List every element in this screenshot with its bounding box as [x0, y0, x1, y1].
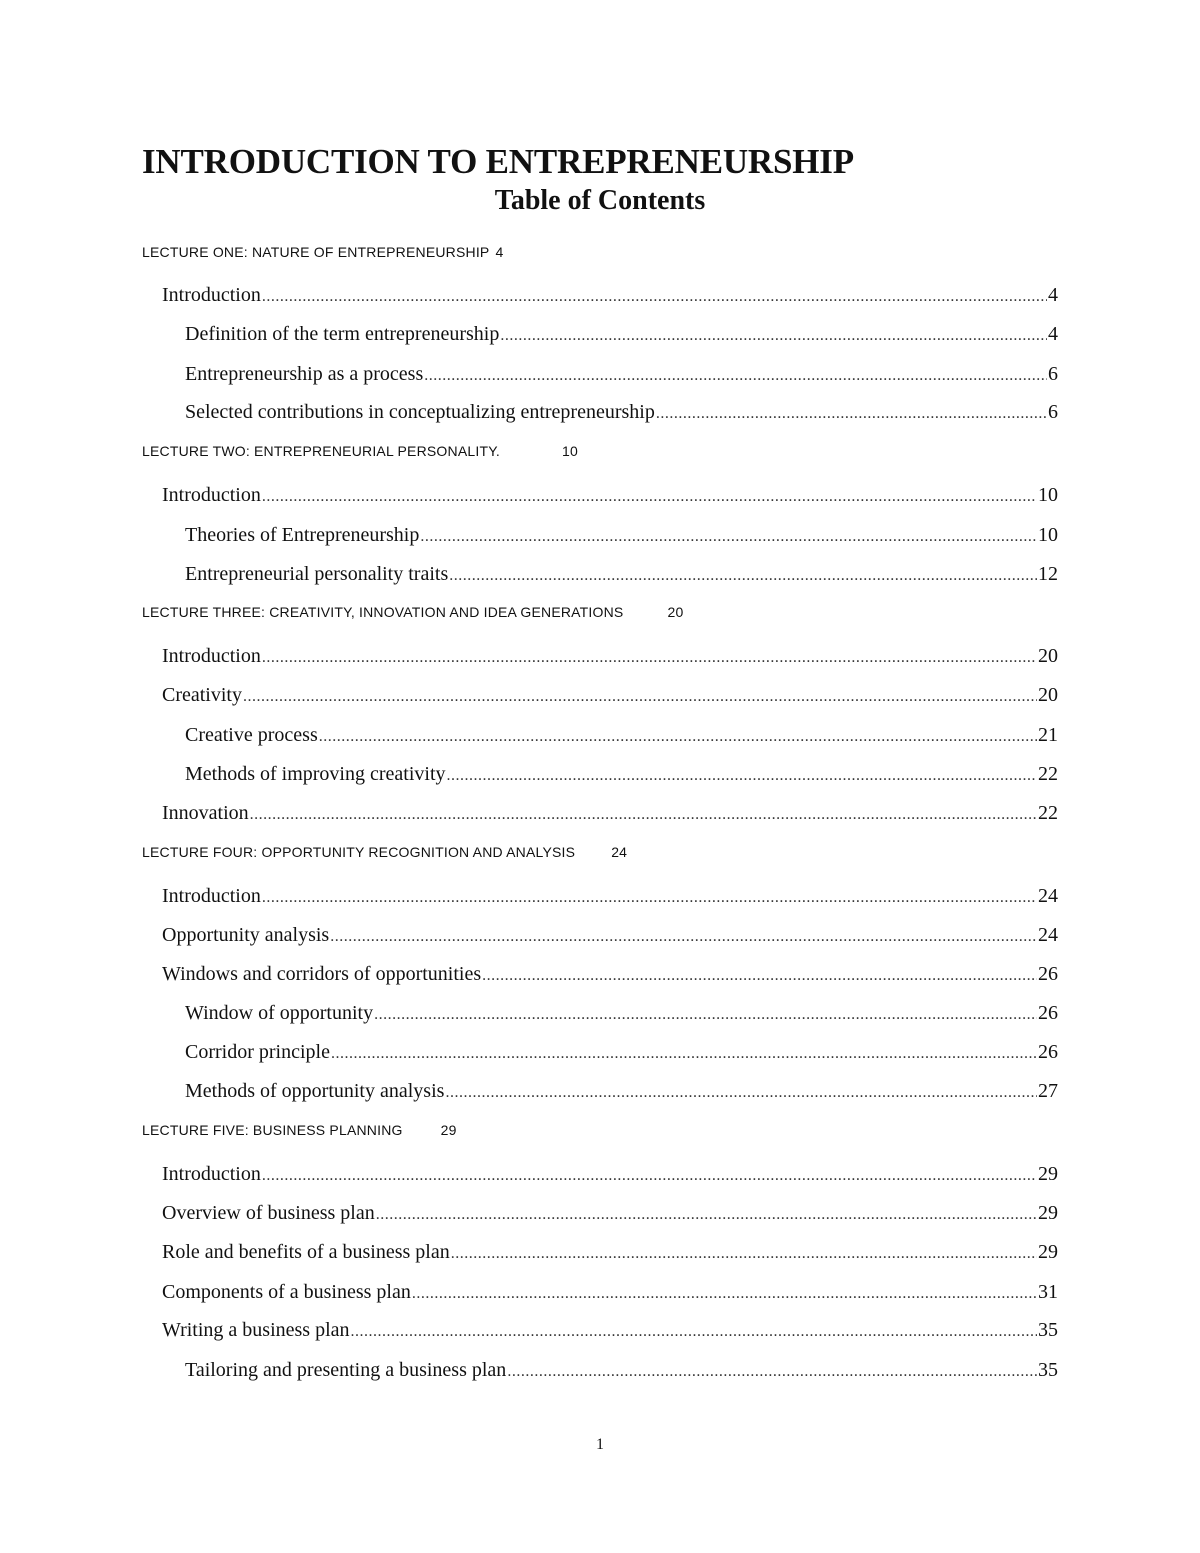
toc-entry[interactable]	[185, 399, 1058, 427]
dot-leader	[319, 724, 1037, 750]
toc-page-number: 20	[667, 604, 684, 620]
dot-leader	[262, 284, 1047, 310]
toc-entry-title: Introduction	[162, 885, 261, 907]
dot-leader	[420, 524, 1037, 550]
toc-lecture-heading[interactable]	[142, 1121, 457, 1139]
dot-leader	[331, 1041, 1037, 1067]
toc-entry-title: Role and benefits of a business plan	[162, 1241, 450, 1263]
toc-entry[interactable]	[162, 800, 1058, 828]
toc-entry[interactable]	[185, 561, 1058, 589]
toc-entry[interactable]	[162, 643, 1058, 671]
toc-page-number: 24	[611, 844, 628, 860]
toc-entry-title: LECTURE TWO: ENTREPRENEURIAL PERSONALITY.	[142, 443, 501, 459]
toc-entry-title: Innovation	[162, 802, 249, 824]
toc-page-number: 20	[1038, 684, 1058, 706]
dot-leader	[449, 563, 1037, 589]
toc-page-number: 6	[1048, 401, 1058, 423]
toc-entry-title: LECTURE FIVE: BUSINESS PLANNING	[142, 1122, 403, 1138]
toc-entry-title: Opportunity analysis	[162, 924, 330, 946]
toc-page-number: 4	[1048, 284, 1058, 306]
toc-entry[interactable]	[162, 922, 1058, 950]
toc-entry-title: Introduction	[162, 484, 261, 506]
toc-page-number: 29	[1038, 1202, 1058, 1224]
toc-entry-title: Introduction	[162, 645, 261, 667]
toc-entry[interactable]	[162, 883, 1058, 911]
toc-entry[interactable]	[185, 1000, 1058, 1028]
toc-page-number: 24	[1038, 885, 1058, 907]
toc-page-number: 10	[562, 443, 578, 459]
dot-leader	[412, 1281, 1037, 1307]
dot-leader	[262, 1163, 1037, 1189]
toc-page-number: 6	[1048, 363, 1058, 385]
dot-leader	[262, 885, 1037, 911]
dot-leader	[262, 484, 1037, 510]
toc-page-number: 10	[1038, 484, 1058, 506]
dot-leader	[451, 1241, 1037, 1267]
toc-entry-title: LECTURE FOUR: OPPORTUNITY RECOGNITION AND ANALYSIS	[142, 844, 576, 860]
document-title: INTRODUCTION TO ENTREPRENEURSHIP	[142, 142, 854, 181]
toc-page-number: 26	[1038, 963, 1058, 985]
toc-entry-title: Introduction	[162, 284, 261, 306]
toc-page-number: 35	[1038, 1359, 1058, 1381]
toc-heading: Table of Contents	[494, 185, 706, 216]
dot-leader	[330, 924, 1037, 950]
toc-page-number: 29	[1038, 1163, 1058, 1185]
toc-entry[interactable]	[185, 361, 1058, 389]
toc-entry-title: Creative process	[185, 724, 318, 746]
dot-leader	[482, 963, 1037, 989]
toc-entry[interactable]	[162, 1239, 1058, 1267]
toc-entry-title: Overview of business plan	[162, 1202, 375, 1224]
dot-leader	[445, 1080, 1037, 1106]
toc-entry-title: Creativity	[162, 684, 242, 706]
toc-entry-title: LECTURE THREE: CREATIVITY, INNOVATION AND IDEA GENERATIONS	[142, 604, 624, 620]
toc-lecture-heading[interactable]	[142, 843, 627, 861]
toc-entry[interactable]	[162, 1317, 1058, 1345]
toc-entry[interactable]	[185, 761, 1058, 789]
toc-entry[interactable]	[162, 1200, 1058, 1228]
dot-leader	[500, 323, 1047, 349]
toc-entry[interactable]	[185, 1078, 1058, 1106]
toc-page-number: 22	[1038, 763, 1058, 785]
toc-entry[interactable]	[185, 321, 1058, 349]
toc-page-number: 27	[1038, 1080, 1058, 1102]
toc-entry[interactable]	[162, 1161, 1058, 1189]
toc-entry-title: LECTURE ONE: NATURE OF ENTREPRENEURSHIP	[142, 244, 490, 260]
dot-leader	[243, 684, 1037, 710]
toc-entry-title: Window of opportunity	[185, 1002, 374, 1024]
toc-entry[interactable]	[185, 722, 1058, 750]
toc-page-number: 29	[440, 1122, 457, 1138]
toc-entry[interactable]	[162, 682, 1058, 710]
toc-page-number: 20	[1038, 645, 1058, 667]
toc-entry-title: Windows and corridors of opportunities	[162, 963, 482, 985]
toc-page-number: 24	[1038, 924, 1058, 946]
toc-page-number: 21	[1038, 724, 1058, 746]
toc-page-number: 26	[1038, 1002, 1058, 1024]
toc-page-number: 31	[1038, 1281, 1058, 1303]
toc-page-number: 4	[495, 244, 504, 260]
toc-entry[interactable]	[162, 961, 1058, 989]
dot-leader	[250, 802, 1037, 828]
toc-lecture-heading[interactable]	[142, 243, 503, 261]
toc-entry[interactable]	[185, 1357, 1058, 1385]
dot-leader	[424, 363, 1047, 389]
toc-entry[interactable]	[162, 482, 1058, 510]
toc-entry[interactable]	[185, 1039, 1058, 1067]
toc-entry-title: Corridor principle	[185, 1041, 330, 1063]
toc-entry-title: Theories of Entrepreneurship	[185, 524, 420, 546]
dot-leader	[656, 401, 1047, 427]
toc-page-number: 26	[1038, 1041, 1058, 1063]
page-number: 1	[596, 1436, 604, 1453]
toc-entry-title: Introduction	[162, 1163, 261, 1185]
dot-leader	[447, 763, 1037, 789]
toc-entry-title: Definition of the term entrepreneurship	[185, 323, 500, 345]
toc-entry-title: Methods of improving creativity	[185, 763, 446, 785]
toc-page-number: 22	[1038, 802, 1058, 824]
toc-entry-title: Methods of opportunity analysis	[185, 1080, 445, 1102]
dot-leader	[507, 1359, 1037, 1385]
toc-entry-title: Selected contributions in conceptualizing entrepreneurship	[185, 401, 655, 423]
dot-leader	[262, 645, 1037, 671]
toc-page-number: 12	[1038, 563, 1058, 585]
dot-leader	[351, 1319, 1038, 1345]
toc-page-number: 10	[1038, 524, 1058, 546]
dot-leader	[376, 1202, 1037, 1228]
toc-page-number: 29	[1038, 1241, 1058, 1263]
toc-entry-title: Components of a business plan	[162, 1281, 411, 1303]
toc-entry-title: Entrepreneurship as a process	[185, 363, 424, 385]
toc-entry-title: Entrepreneurial personality traits	[185, 563, 449, 585]
toc-lecture-heading[interactable]	[142, 442, 578, 460]
toc-page-number: 35	[1038, 1319, 1058, 1341]
toc-entry[interactable]	[185, 522, 1058, 550]
toc-entry[interactable]	[162, 282, 1058, 310]
toc-entry-title: Writing a business plan	[162, 1319, 350, 1341]
toc-lecture-heading[interactable]	[142, 603, 683, 621]
toc-entry-title: Tailoring and presenting a business plan	[185, 1359, 507, 1381]
dot-leader	[374, 1002, 1037, 1028]
toc-page-number: 4	[1048, 323, 1058, 345]
toc-entry[interactable]	[162, 1279, 1058, 1307]
